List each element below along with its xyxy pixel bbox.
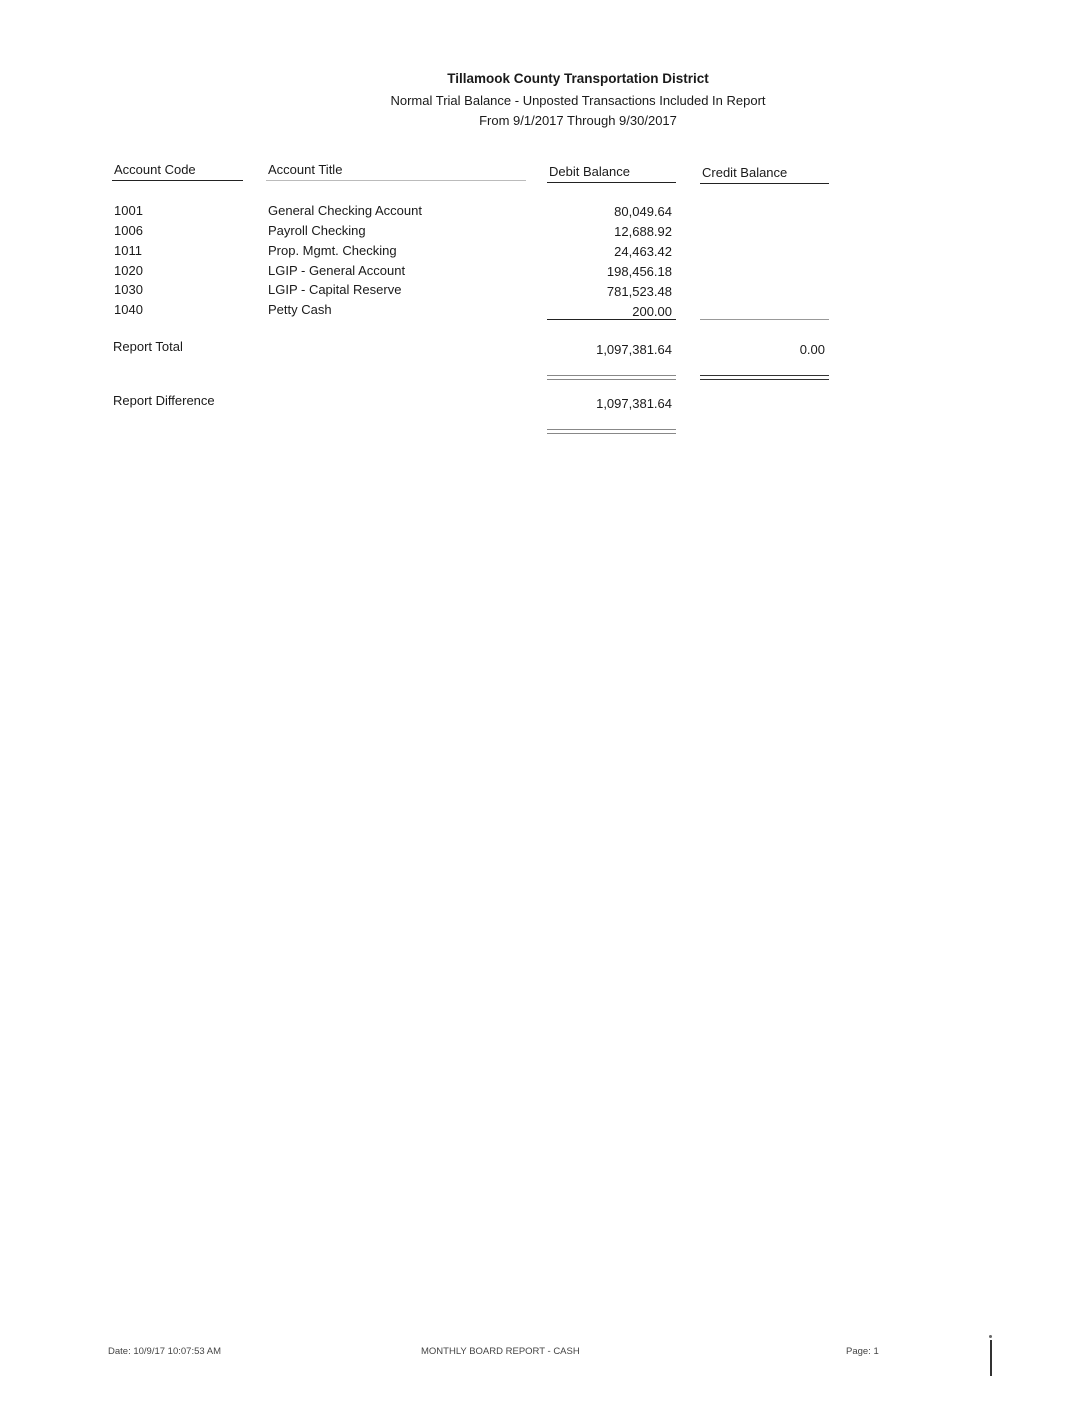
scan-mark xyxy=(990,1340,992,1376)
difference-double-rule-debit xyxy=(547,429,676,434)
column-header-account-code: Account Code xyxy=(114,162,196,177)
column-underline-credit-balance xyxy=(700,183,829,184)
column-header-credit-balance: Credit Balance xyxy=(702,165,788,180)
table-row xyxy=(0,302,1088,322)
account-title: Prop. Mgmt. Checking xyxy=(268,243,397,258)
total-double-rule-credit xyxy=(700,375,829,380)
scan-mark-dot xyxy=(989,1335,992,1338)
account-code: 1030 xyxy=(114,282,143,297)
column-underline-account-code xyxy=(112,180,243,181)
account-code: 1001 xyxy=(114,203,143,218)
report-total-credit: 0.00 xyxy=(799,342,825,357)
account-title: General Checking Account xyxy=(268,203,422,218)
column-header-debit-balance: Debit Balance xyxy=(549,164,630,179)
column-header-account-title: Account Title xyxy=(268,162,343,177)
account-code: 1006 xyxy=(114,223,143,238)
account-title: LGIP - General Account xyxy=(268,263,406,278)
debit-balance: 12,688.92 xyxy=(614,224,672,239)
footer-date: Date: 10/9/17 10:07:53 AM xyxy=(108,1346,222,1357)
account-title: Payroll Checking xyxy=(268,223,366,238)
report-total-debit: 1,097,381.64 xyxy=(596,342,672,357)
debit-balance: 80,049.64 xyxy=(614,204,672,219)
report-difference-label: Report Difference xyxy=(113,393,215,408)
report-total-label: Report Total xyxy=(113,339,183,354)
date-range: From 9/1/2017 Through 9/30/2017 xyxy=(479,113,677,128)
table-row xyxy=(0,263,1088,283)
account-title: Petty Cash xyxy=(268,302,332,317)
account-title: LGIP - Capital Reserve xyxy=(268,282,402,297)
account-code: 1040 xyxy=(114,302,143,317)
debit-balance: 24,463.42 xyxy=(614,244,672,259)
account-code: 1020 xyxy=(114,263,143,278)
debit-balance: 200.00 xyxy=(632,304,672,319)
table-row xyxy=(0,203,1088,223)
organization-title: Tillamook County Transportation District xyxy=(447,71,709,86)
footer-report-title: MONTHLY BOARD REPORT - CASH xyxy=(421,1346,580,1357)
report-name: Normal Trial Balance - Unposted Transactions Included In Report xyxy=(390,93,766,108)
subtotal-rule-credit xyxy=(700,319,829,320)
subtotal-rule-debit xyxy=(547,319,676,320)
account-code: 1011 xyxy=(114,243,142,258)
debit-balance: 781,523.48 xyxy=(606,284,672,299)
total-double-rule-debit xyxy=(547,375,676,380)
column-underline-debit-balance xyxy=(547,182,676,183)
table-row xyxy=(0,223,1088,243)
debit-balance: 198,456.18 xyxy=(606,264,672,279)
table-row xyxy=(0,243,1088,263)
report-difference-debit: 1,097,381.64 xyxy=(596,396,672,411)
column-underline-account-title xyxy=(266,180,526,181)
footer-page-number: Page: 1 xyxy=(846,1346,879,1357)
table-row xyxy=(0,282,1088,302)
